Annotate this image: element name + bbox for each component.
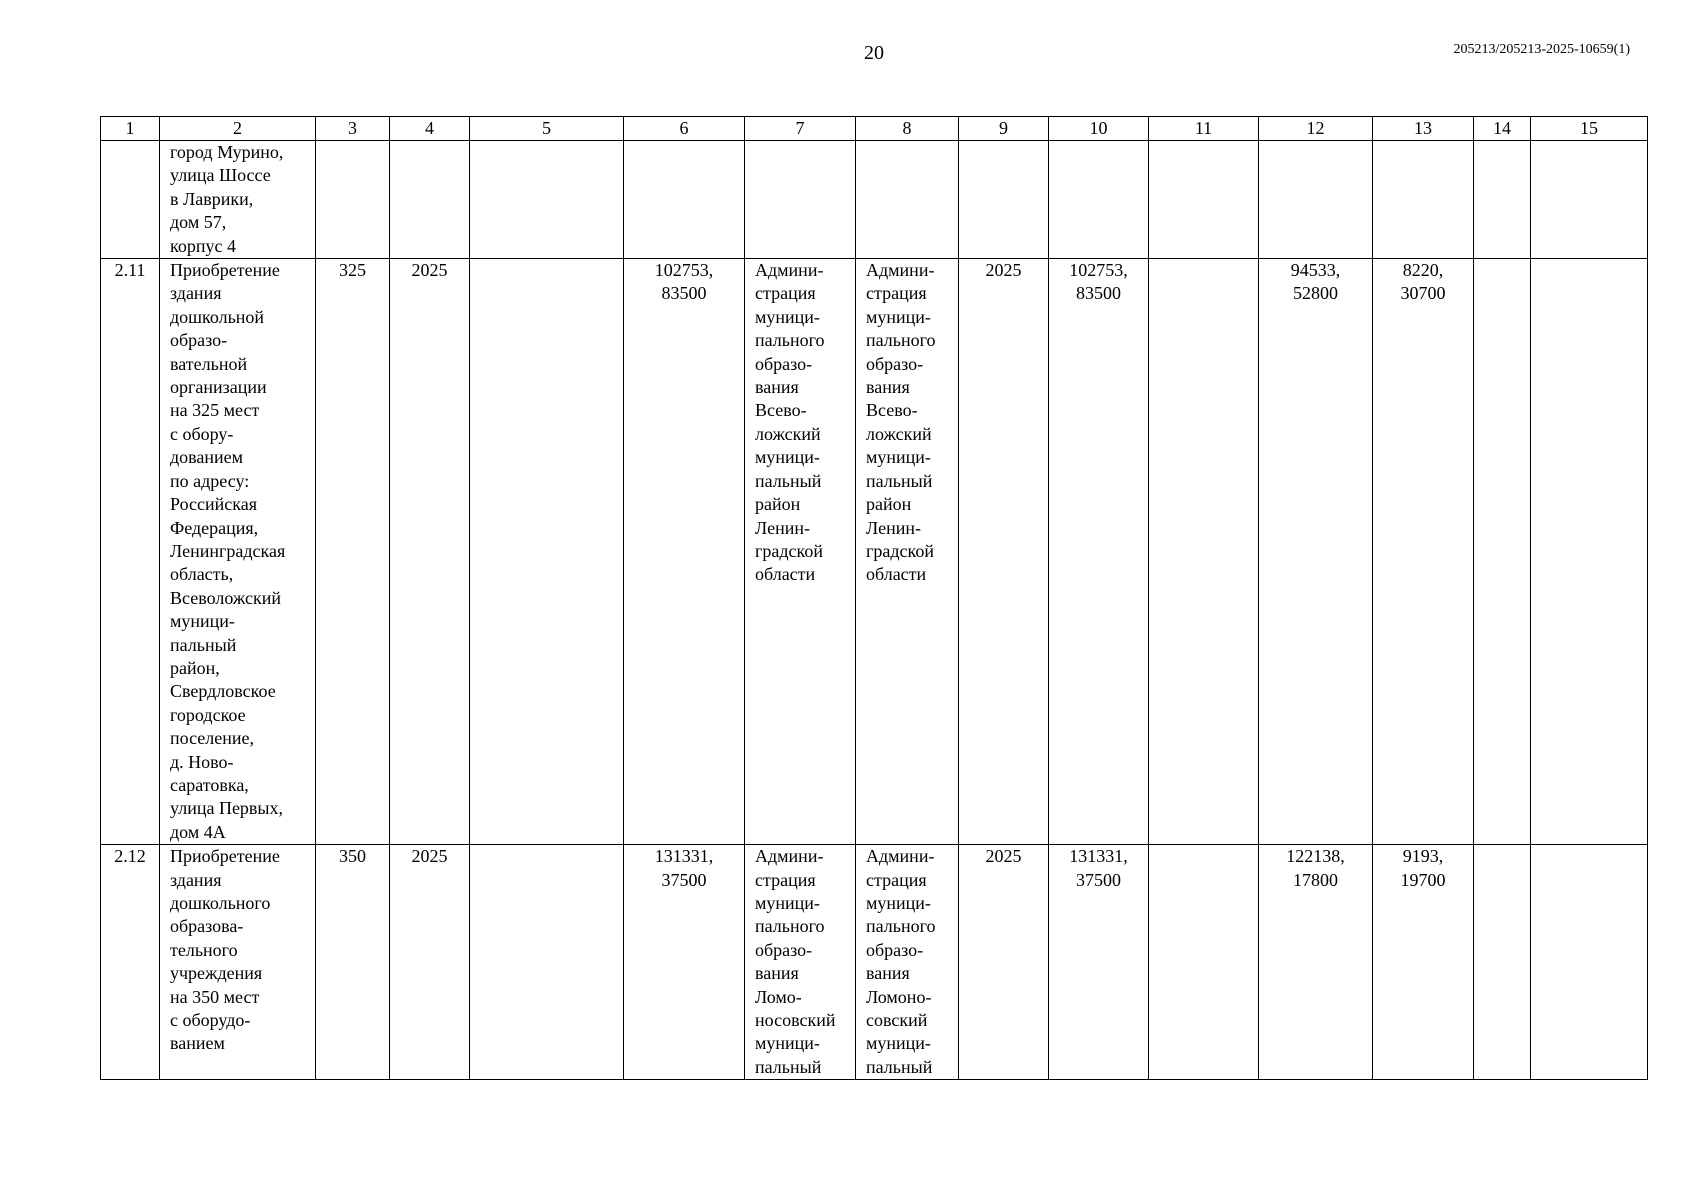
table-cell-c11 [1149, 141, 1259, 259]
cell-line: 9193, [1402, 846, 1444, 867]
cell-line: 131331, [1069, 846, 1128, 867]
cell-line: муници- [866, 447, 931, 468]
cell-line: городское [170, 704, 246, 725]
cell-line: в Лаврики, [170, 188, 254, 209]
cell-text [856, 259, 958, 587]
cell-line: муници- [755, 447, 820, 468]
cell-line: район [866, 494, 912, 515]
cell-line: 37500 [1076, 869, 1121, 890]
table-row [101, 845, 1648, 1080]
table-cell-c8 [856, 845, 959, 1080]
cell-line: пальный [866, 1056, 933, 1077]
cell-line: образо- [755, 939, 813, 960]
table-row [101, 259, 1648, 845]
table-cell-c5 [470, 259, 624, 845]
table-cell-c15 [1531, 259, 1648, 845]
cell-line: ложский [866, 423, 932, 444]
table-cell-c12 [1259, 141, 1373, 259]
cell-line: район, [170, 657, 220, 678]
cell-line: здания [170, 283, 222, 304]
cell-line: муници- [866, 1033, 931, 1054]
cell-text: 2025 [411, 846, 448, 867]
cell-line: Ломоно- [866, 986, 932, 1007]
cell-line: вания [755, 963, 799, 984]
cell-text: 350 [339, 846, 366, 867]
cell-line: пальный [755, 470, 822, 491]
cell-text [1259, 259, 1372, 306]
cell-line: ложский [755, 423, 821, 444]
table-cell-c7 [745, 141, 856, 259]
cell-line: на 325 мест [170, 400, 260, 421]
cell-line: пальный [170, 634, 237, 655]
cell-line: ванием [170, 1033, 225, 1054]
cell-line: пального [755, 330, 825, 351]
table-cell-c13 [1373, 845, 1474, 1080]
cell-line: 102753, [654, 260, 714, 281]
table-cell-c15 [1531, 845, 1648, 1080]
cell-line: градской [866, 540, 934, 561]
table-cell-c12 [1259, 259, 1373, 845]
table-cell-c11 [1149, 845, 1259, 1080]
cell-line: вания [755, 377, 799, 398]
cell-text [1049, 845, 1148, 892]
cell-line: Админи- [755, 260, 824, 281]
column-header: 9 [959, 117, 1049, 141]
cell-text: 2.11 [114, 260, 146, 281]
cell-line: Всево- [755, 400, 807, 421]
cell-line: вания [866, 377, 910, 398]
table-cell-c1 [101, 845, 160, 1080]
cell-line: 94533, [1290, 260, 1341, 281]
cell-text [1373, 845, 1473, 892]
column-header: 10 [1049, 117, 1149, 141]
cell-line: область, [170, 564, 234, 585]
table-cell-c3 [316, 845, 390, 1080]
column-header: 12 [1259, 117, 1373, 141]
column-header: 7 [745, 117, 856, 141]
page-number: 20 [864, 42, 884, 64]
column-header: 1 [101, 117, 160, 141]
cell-line: муници- [866, 306, 931, 327]
table-cell-c11 [1149, 259, 1259, 845]
table-cell-c10 [1049, 141, 1149, 259]
cell-line: Админи- [866, 846, 935, 867]
table-cell-c1 [101, 141, 160, 259]
cell-line: муници- [755, 893, 820, 913]
cell-text [624, 259, 744, 306]
cell-line: образо- [755, 353, 813, 374]
column-header: 8 [856, 117, 959, 141]
table-cell-c4 [390, 259, 470, 845]
cell-line: Всеволожский [170, 587, 281, 608]
column-header: 15 [1531, 117, 1648, 141]
cell-text [160, 259, 315, 844]
cell-line: образова- [170, 916, 244, 937]
cell-line: улица Шоссе [170, 165, 271, 186]
cell-line: 8220, [1402, 260, 1444, 281]
column-header: 13 [1373, 117, 1474, 141]
cell-line: район [755, 494, 801, 515]
column-header: 5 [470, 117, 624, 141]
table-cell-c5 [470, 141, 624, 259]
cell-line: страция [866, 869, 927, 890]
table-cell-c6 [624, 259, 745, 845]
table-cell-c10 [1049, 845, 1149, 1080]
cell-line: вания [866, 963, 910, 984]
cell-line: 102753, [1069, 260, 1128, 281]
cell-line: образо- [866, 353, 924, 374]
cell-text: 2025 [985, 846, 1022, 867]
cell-line: Приобретение [170, 846, 280, 867]
cell-line: пальный [755, 1056, 822, 1077]
cell-text [624, 845, 744, 892]
cell-line: дошкольного [170, 893, 271, 913]
cell-line: дованием [170, 447, 244, 468]
cell-text [1049, 259, 1148, 306]
cell-line: дом 57, [170, 212, 227, 233]
cell-text: 2.12 [114, 846, 146, 867]
cell-line: организации [170, 377, 267, 398]
data-table [100, 116, 1648, 1080]
cell-text: 325 [339, 260, 366, 281]
cell-line: город Мурино, [170, 142, 284, 162]
cell-line: поселение, [170, 728, 255, 749]
table-cell-c15 [1531, 141, 1648, 259]
cell-line: муници- [755, 1033, 820, 1054]
cell-line: страция [755, 283, 816, 304]
cell-line: учреждения [170, 963, 263, 984]
cell-line: страция [866, 283, 927, 304]
cell-line: Админи- [866, 260, 935, 281]
table-cell-c5 [470, 845, 624, 1080]
cell-line: образо- [170, 330, 228, 351]
cell-text [160, 141, 315, 258]
table-cell-c10 [1049, 259, 1149, 845]
cell-line: Федерация, [170, 517, 259, 538]
cell-line: Российская [170, 494, 257, 515]
cell-line: с оборудо- [170, 1010, 251, 1031]
cell-line: муници- [170, 611, 235, 632]
column-header: 11 [1149, 117, 1259, 141]
cell-line: дошкольной [170, 306, 265, 327]
cell-line: совский [866, 1010, 928, 1031]
table-cell-c3 [316, 259, 390, 845]
cell-text: 2025 [411, 260, 448, 281]
cell-text [745, 259, 855, 587]
cell-line: страция [755, 869, 816, 890]
cell-line: области [755, 564, 816, 585]
cell-text [745, 845, 855, 1079]
cell-line: на 350 мест [170, 986, 260, 1007]
cell-line: 52800 [1293, 283, 1338, 304]
cell-line: тельного [170, 939, 238, 960]
cell-line: 37500 [661, 869, 707, 890]
cell-line: 131331, [654, 846, 714, 867]
table-cell-c8 [856, 259, 959, 845]
table-cell-c9 [959, 845, 1049, 1080]
column-header: 6 [624, 117, 745, 141]
cell-line: пальный [866, 470, 933, 491]
cell-line: муници- [866, 893, 931, 913]
table-cell-c6 [624, 845, 745, 1080]
cell-text [1373, 259, 1473, 306]
cell-text [160, 845, 315, 1056]
cell-line: Ленин- [755, 517, 810, 538]
table-cell-c13 [1373, 141, 1474, 259]
cell-line: пального [866, 330, 936, 351]
cell-line: Ленинградская [170, 540, 286, 561]
document-id: 205213/205213-2025-10659(1) [1453, 42, 1630, 57]
table-cell-c12 [1259, 845, 1373, 1080]
table-cell-c4 [390, 141, 470, 259]
table-cell-c14 [1474, 141, 1531, 259]
table-cell-c7 [745, 845, 856, 1080]
table-cell-c4 [390, 845, 470, 1080]
cell-line: улица Первых, [170, 798, 284, 819]
cell-line: 83500 [661, 283, 707, 304]
cell-line: пального [866, 916, 936, 937]
header-row [101, 117, 1648, 141]
cell-line: образо- [866, 939, 924, 960]
cell-line: области [866, 564, 927, 585]
table-cell-c1 [101, 259, 160, 845]
column-header: 2 [160, 117, 316, 141]
table-cell-c2 [160, 259, 316, 845]
cell-line: муници- [755, 306, 820, 327]
table-cell-c2 [160, 845, 316, 1080]
table-cell-c13 [1373, 259, 1474, 845]
table-cell-c14 [1474, 845, 1531, 1080]
cell-line: Админи- [755, 846, 824, 867]
cell-line: Ломо- [755, 986, 802, 1007]
cell-line: 30700 [1400, 283, 1446, 304]
cell-line: д. Ново- [170, 751, 234, 772]
cell-line: Ленин- [866, 517, 921, 538]
cell-line: по адресу: [170, 470, 250, 491]
cell-line: носовский [755, 1010, 836, 1031]
table-cell-c8 [856, 141, 959, 259]
cell-line: вательной [170, 353, 248, 374]
cell-line: 17800 [1293, 869, 1338, 890]
column-header: 3 [316, 117, 390, 141]
table-cell-c14 [1474, 259, 1531, 845]
cell-line: корпус 4 [170, 235, 236, 256]
cell-line: Всево- [866, 400, 918, 421]
cell-line: с обору- [170, 423, 234, 444]
cell-line: градской [755, 540, 823, 561]
cell-line: пального [755, 916, 825, 937]
cell-line: Приобретение [170, 260, 280, 281]
table-cell-c6 [624, 141, 745, 259]
cell-line: здания [170, 869, 222, 890]
table-row [101, 141, 1648, 259]
cell-text [1259, 845, 1372, 892]
table-cell-c7 [745, 259, 856, 845]
cell-line: 19700 [1400, 869, 1446, 890]
cell-line: дом 4А [170, 821, 226, 842]
cell-line: 83500 [1076, 283, 1121, 304]
table-cell-c2 [160, 141, 316, 259]
table-cell-c9 [959, 259, 1049, 845]
cell-text [856, 845, 958, 1079]
cell-line: Свердловское [170, 681, 276, 702]
cell-text: 2025 [985, 260, 1022, 281]
column-header: 14 [1474, 117, 1531, 141]
table-cell-c9 [959, 141, 1049, 259]
cell-line: саратовка, [170, 774, 249, 795]
column-header: 4 [390, 117, 470, 141]
table-cell-c3 [316, 141, 390, 259]
cell-line: 122138, [1286, 846, 1345, 867]
